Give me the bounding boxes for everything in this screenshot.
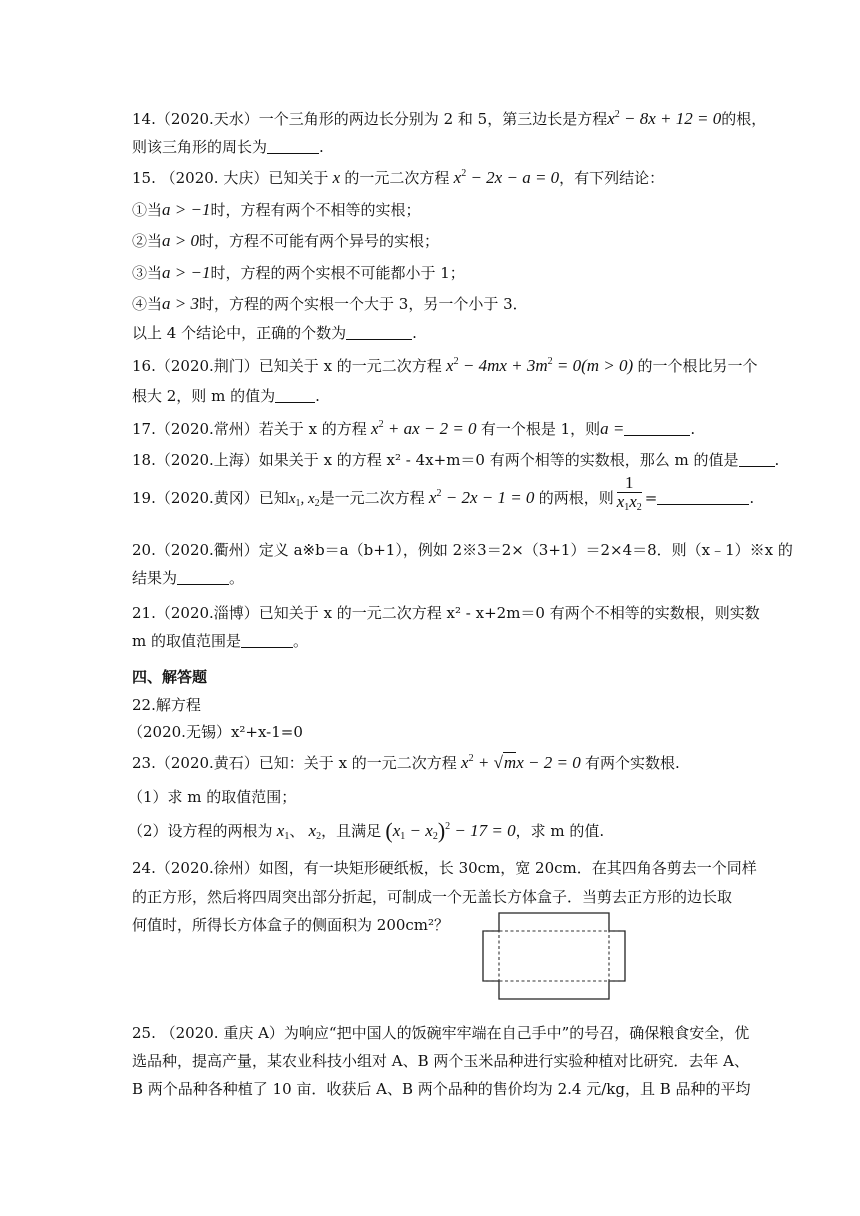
q20-period: 。 <box>229 569 245 587</box>
q15-stmt1 <box>132 199 420 221</box>
q15-text4: 以上 4 个结论中，正确的个数为 <box>132 324 347 342</box>
q17-text2: 有一个根是 1，则 <box>480 420 601 438</box>
q17-var: a = <box>600 419 625 438</box>
stmt-math: a > −1 <box>162 200 211 219</box>
q15-var: x <box>328 168 345 187</box>
cut-outline <box>483 913 625 999</box>
q21-text: 21.（2020.淄博）已知关于 x 的一元二次方程 x² - x+2m＝0 有两个不相等的实数根，则实数 <box>132 604 760 622</box>
q23-line1 <box>132 752 680 774</box>
cardboard-diagram <box>481 911 627 1001</box>
q20-text: 20.（2020.衢州）定义 a※b＝a（b+1），例如 2※3＝2×（3+1）＝2×4＝8．则（x﹣1）※x 的 <box>132 541 793 559</box>
fraction-numerator: 1 <box>617 474 642 493</box>
q14-line1 <box>132 108 766 130</box>
q15-line-last <box>132 322 417 344</box>
q19-fraction <box>617 474 642 511</box>
q23-text: 23.（2020.黄石）已知：关于 x 的一元二次方程 <box>132 754 457 772</box>
q15-equation: $x^2 - 2x - a = 0$ <box>449 168 560 187</box>
q25-line2: 选品种，提高产量，某农业科技小组对 A、B 两个玉米品种进行实验种植对比研究．去年 A、 <box>132 1052 749 1070</box>
q16-text: 16.（2020.荆门）已知关于 x 的一元二次方程 <box>132 357 442 375</box>
q19-period: . <box>749 489 755 507</box>
q15-text2: 的一元二次方程 <box>344 169 450 187</box>
q14-period: . <box>319 138 324 156</box>
q23-sub2-text2: ，且满足 <box>321 822 382 840</box>
q17-equation: $x^2$ + ax − 2 = 0 <box>366 419 481 438</box>
q25-line1: 25. （2020. 重庆 A）为响应“把中国人的饭碗牢牢端在自己手中”的号召，确保粮食安全，优 <box>132 1024 750 1042</box>
q24-line2: 的正方形，然后将四周突出部分折起，可制成一个无盖长方体盒子．当剪去正方形的边长取 <box>132 888 733 906</box>
q16-equation: $x^2 - 4mx + 3m^2 = 0(m > 0)$ <box>441 356 638 375</box>
answer-blank[interactable] <box>177 569 229 585</box>
q19-equation: $x^2 - 2x - 1 = 0$ <box>424 488 539 507</box>
q16-text3: 根大 2，则 m 的值为 <box>132 387 276 405</box>
q19-text: 19.（2020.黄冈）已知 <box>132 489 289 507</box>
answer-blank[interactable] <box>275 387 315 403</box>
root-x2: $x_2$ <box>304 821 322 842</box>
section-heading: 四、解答题 <box>132 668 208 686</box>
stmt-text: 时，方程有两个不相等的实根； <box>210 201 421 219</box>
stmt-text: 时，方程的两个实根不可能都小于 1； <box>210 264 465 282</box>
equals-sign: = <box>644 489 658 507</box>
q15-stmt4 <box>132 293 528 315</box>
q15-stmt2 <box>132 230 439 252</box>
q17-line <box>132 418 695 440</box>
q19-text3: 的两根，则 <box>538 489 614 507</box>
q16-period: . <box>315 387 320 405</box>
q15-line1 <box>132 167 664 189</box>
q21-period: 。 <box>293 632 309 650</box>
fraction-denominator: $x_1x_2$ <box>616 491 642 513</box>
q16-line2 <box>132 385 320 407</box>
q21-text2: m 的取值范围是 <box>132 632 241 650</box>
q16-line1 <box>132 355 757 377</box>
q14-equation: $x^2 - 8x + 12 = 0$ <box>607 109 722 128</box>
q24-line1: 24.（2020.徐州）如图，有一块矩形硬纸板，长 30cm，宽 20cm．在其四角各剪去一个同样 <box>132 859 757 877</box>
q20-line2 <box>132 567 244 589</box>
fold-lines <box>483 913 625 999</box>
stmt-math: a > −1 <box>162 263 211 282</box>
stmt-text: 时，方程不可能有两个异号的实根； <box>199 232 440 250</box>
q20-text2: 结果为 <box>132 569 178 587</box>
q23-sub2-text: （2）设方程的两根为 <box>128 822 273 840</box>
q19-roots: $x_1$, $x_2$ <box>288 491 320 509</box>
q18-period: . <box>774 451 780 469</box>
q20-line1 <box>132 539 793 561</box>
q21-line2 <box>132 630 308 652</box>
q15-stmt3 <box>132 262 465 284</box>
stmt-math: a > 3 <box>162 294 199 313</box>
q23-text2: 有两个实数根. <box>584 754 680 772</box>
q22-line1: 22.解方程 <box>132 696 201 714</box>
q19-text2: 是一元二次方程 <box>319 489 425 507</box>
q17-text: 17.（2020.常州）若关于 x 的方程 <box>132 420 367 438</box>
stmt-math: a > 0 <box>162 231 199 250</box>
q14-text3: 则该三角形的周长为 <box>132 138 268 156</box>
q23-sub1: （1）求 m 的取值范围； <box>128 788 297 806</box>
separator: 、 <box>289 822 305 840</box>
q15-text3: ，有下列结论： <box>559 169 665 187</box>
q23-condition: $(x_1 - x_2)^2 - 17 = 0$ <box>385 818 516 843</box>
q24-line3: 何值时，所得长方体盒子的侧面积为 200cm²？ <box>132 916 450 934</box>
q18-text: 18.（2020.上海）如果关于 x 的方程 x² - 4x+m＝0 有两个相等的实数根，那么 m 的值是 <box>132 451 739 469</box>
root-x1: $x_1$ <box>272 821 290 842</box>
q14-text: 14.（2020.天水）一个三角形的两边长分别为 2 和 5，第三边长是方程 <box>132 110 608 128</box>
q23-equation: $x^2 + √mx - 2 = 0$ <box>456 753 585 772</box>
answer-blank[interactable] <box>739 451 775 467</box>
stmt-label: ①当 <box>132 201 163 219</box>
q15-period: . <box>412 324 417 342</box>
q14-text2: 的根， <box>721 110 767 128</box>
q21-line1 <box>132 602 760 624</box>
stmt-label: ②当 <box>132 232 163 250</box>
q19-line <box>132 472 755 513</box>
answer-blank[interactable] <box>267 138 319 154</box>
q16-text2: 的一个根比另一个 <box>637 357 758 375</box>
stmt-text: 时，方程的两个实根一个大于 3，另一个小于 3． <box>199 295 528 313</box>
q18-line <box>132 449 779 471</box>
answer-blank[interactable] <box>657 489 749 505</box>
answer-blank[interactable] <box>624 420 690 436</box>
stmt-label: ③当 <box>132 264 163 282</box>
stmt-label: ④当 <box>132 295 163 313</box>
q23-sub2-text3: ，求 m 的值. <box>515 822 605 840</box>
q25-line3: B 两个品种各种植了 10 亩．收获后 A、B 两个品种的售价均为 2.4 元/kg，且 B 品种的平均 <box>132 1080 751 1098</box>
q17-period: . <box>690 420 696 438</box>
answer-blank[interactable] <box>346 324 412 340</box>
answer-blank[interactable] <box>241 632 293 648</box>
q22-line2: （2020.无锡）x²+x-1=0 <box>128 723 303 741</box>
q23-sub2 <box>128 820 604 842</box>
q15-text: 15. （2020. 大庆）已知关于 <box>132 169 329 187</box>
q14-line2 <box>132 136 324 158</box>
